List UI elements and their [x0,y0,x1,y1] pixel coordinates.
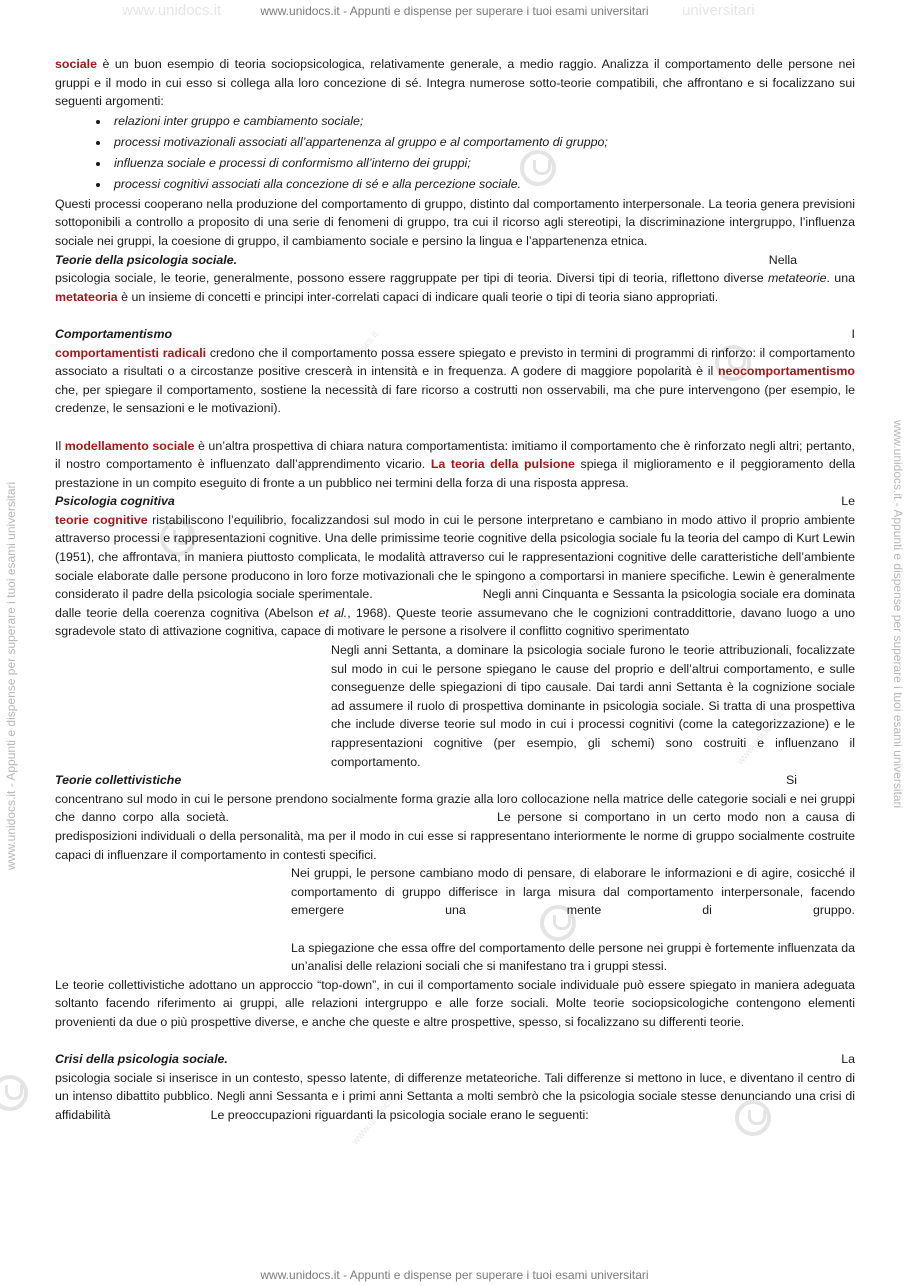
term-highlight: sociale [55,57,98,71]
paragraph-text: è un’altra prospettiva di chiara natura comportamentista: imitiamo il comportamento che è rinforzato negli altri; pertanto, il nostro comportamento è influenzato dall’apprendimento vicario. [55,438,855,472]
paragraph-text: che, per spiegare il comportamento, sostiene la necessità di fare ricorso a costrutti non osservabili, ma che pure intervengono (per esempio, le credenze, le sensazioni e le motivazioni). [55,382,855,416]
paragraph-text: psicologia sociale si inserisce in un contesto, spesso latente, di differenze metateoriche. Tali differenze si mettono in luce, e diventano il centro di un intenso dibattito pubblico. Negli anni Sessanta e i primi anni Settanta a molti sembrò che la psicologia sociale stesse denunciando una crisi di affidabilità [55,1070,855,1122]
paragraph-text: Il [55,438,65,453]
watermark-ghost-left: www.unidocs.it [122,2,222,19]
watermark-ghost-right: universitari [682,2,755,19]
list-item: • processi cognitivi associati alla concezione di sé e alla percezione sociale. [110,174,855,195]
watermark-diagonal: www.unidocs.it [350,1089,401,1148]
paragraph-social-modeling [55,437,855,493]
heading-trailing-word: Le [841,494,855,509]
unidocs-logo-icon [0,1075,28,1111]
paragraph-intro [55,55,855,111]
watermark-side-right: www.unidocs.it - Appunti e dispense per superare i tuoi esami universitari [891,420,905,809]
section-heading: Crisi della psicologia sociale. [55,1052,228,1067]
watermark-diagonal: www.unidocs.it [525,539,576,598]
paragraph-text: psicologia sociale, le teorie, generalmente, possono essere raggruppate per tipi di teoria. Diversi tipi di teoria, riflettono diverse [55,271,768,286]
paragraph-collectivist [55,790,855,864]
paragraph-text: Le preoccupazioni riguardanti la psicologia sociale erano le seguenti: [210,1107,589,1122]
topic-list [55,111,855,195]
paragraph-text: spiega il miglioramento e il peggioramento della prestazione in un compito eseguito di fronte a un pubblico nei termini della forza di una risposta appresa. [55,457,855,490]
section-heading: Comportamentismo [55,326,173,341]
term-highlight: metateoria [55,289,118,304]
paragraph-text: Cinquanta e Sessanta la psicologia sociale era dominata dalle teorie della coerenza cognitiva (Abelson [55,587,855,620]
section-heading: Teorie della psicologia sociale. [55,252,238,267]
list-item: • relazioni inter gruppo e cambiamento sociale; [110,111,855,132]
paragraph-text: spiegazione che essa offre del comportamento delle persone nei gruppi è fortemente influenzata da un’analisi delle relazioni sociali che si manifestano tra i gruppi stessi. [291,940,855,974]
term-highlight: teorie cognitive [55,512,148,527]
paragraph-cognitive [55,511,855,641]
paragraph-text: . una [826,271,855,286]
paragraph-behaviorism [55,344,855,418]
section-heading-line [55,1050,855,1069]
heading-trailing-word: Nella [768,252,797,267]
section-heading: Teorie collettivistiche [55,773,182,788]
paragraph-text: Nei gruppi, le persone cambiano modo di pensare, di elaborare le informazioni e di agire, cosicché il comportamento di gruppo differisce in larga misura dal comportamento interpersonale, facendo emergere una mente di gruppo. [291,866,855,918]
section-heading-line [55,492,855,511]
paragraph-text: è un insieme di concetti e principi inter-correlati capaci di indicare quali teorie o tipi di teoria siano appropriati. [117,289,719,304]
term-highlight: La teoria della pulsione [430,457,575,472]
paragraph-text: Le persone si comportano in un certo modo non a causa di predisposizioni individuali o della personalità, ma per il modo in cui esse si rappresentano interiormente le norme di gruppo socialmente costruite capaci di influenzare il comportamento in contesti specifici. [55,810,856,862]
paragraph-text: , 1968). Queste teorie assumevano che le cognizioni contraddittorie, davano luogo a uno sgradevole stato di attivazione cognitiva, capace di motivare le persone a risolvere il conflitto cognitivo sperimentato [55,605,855,639]
heading-trailing-word: I [851,326,855,341]
term-highlight: neocomportamentismo [717,364,855,379]
document-body [55,55,855,1124]
watermark-footer: www.unidocs.it - Appunti e dispense per superare i tuoi esami universitari [260,1268,649,1282]
heading-trailing-word: Si [785,773,797,788]
paragraph-attribution: Negli anni Settanta, a dominare la psicologia sociale furono le teorie attribuzionali, focalizzate sul modo in cui le persone spiegano le cause del proprio e dell’altrui comportamento, e sulle conseguenze delle spiegazioni di tipo causale. Dai tardi anni Settanta è la cognizione sociale ad assumere il ruolo di prospettiva dominante in psicologia sociale. Si tratta di una prospettiva che include diverse teorie sul modo in cui i processi cognitivi (come la categorizzazione) e le rappresentazioni cognitive (per esempio, gli schemi) sono costruiti e influenzano il comportamento. [331,643,855,769]
term-highlight: modellamento sociale [64,438,195,453]
section-heading-line [55,771,855,790]
paragraph-text: credono che il comportamento possa essere spiegato e previsto in termini di programmi di rinforzo: il comportamento associato a risultati o a circostanze positive crescerà in intensità e in frequenza. A godere di maggiore popolarità è il [55,345,856,379]
paragraph-text: è un buon esempio di teoria sociopsicologica, relativamente generale, a medio raggio. Analizza il comportamento delle persone nei gruppi e il modo in cui esso si collega alla loro concezione di sé. Integra numerose sotto-teorie compatibili, che affrontano e si focalizzano sui seguenti argomenti: [55,57,855,109]
section-heading-line [55,325,855,344]
paragraph-trailing-word: Negli anni [482,587,539,602]
heading-trailing-word: La [841,1052,855,1067]
watermark-header: www.unidocs.it - Appunti e dispense per superare i tuoi esami universitari [260,4,649,18]
watermark-side-left: www.unidocs.it - Appunti e dispense per superare i tuoi esami universitari [4,481,18,870]
list-item: • influenza sociale e processi di conformismo all’interno dei gruppi; [110,153,855,174]
paragraph-processes: Questi processi cooperano nella produzione del comportamento di gruppo, distinto dal comportamento interpersonale. La teoria genera previsioni sottoponibili a controllo a proposito di una serie di fenomeni di gruppo, tra cui il ricorso agli stereotipi, la discriminazione intergruppo, l’influenza sociale nei gruppi, la coesione di gruppo, il cambiamento sociale e persino la lingua e l’appartenenza etnica. [55,196,855,248]
list-item: • processi motivazionali associati all’appartenenza al gruppo e al comportamento di gruppo; [110,132,855,153]
paragraph-group-mind [55,864,855,976]
section-heading: Psicologia cognitiva [55,494,175,509]
paragraph-text: concentrano sul modo in cui le persone prendono socialmente forma grazie alla loro collocazione nella matrice delle categorie sociali e nei gruppi che danno corpo alla società. [55,791,855,825]
paragraph-trailing-word: La [291,940,305,955]
paragraph-metatheory [55,269,855,306]
watermark-diagonal: www.unidocs.it [330,329,381,388]
watermark-diagonal: www.unidocs.it [735,709,786,768]
paragraph-top-down: Le teorie collettivistiche adottano un approccio “top-down”, in cui il comportamento sociale individuale può essere spiegato in maniera adeguata soltanto facendo riferimento ai gruppi, alle relazioni intergruppo e alle forze sociali. Molte teorie sociopsicologiche contengono elementi provenienti da due o più prospettive diverse, e anche che queste e altre prospettive, spesso, si focalizzano su differenti teorie. [55,977,855,1029]
paragraph-text: ristabiliscono l’equilibrio, focalizzandosi sul modo in cui le persone interpretano e cambiano in modo attivo il proprio ambiente attraverso processi e rappresentazioni cognitive. Una delle primissime teorie cognitive della psicologia sociale fu la teoria del campo di Kurt Lewin (1951), che affrontava, in maniera piuttosto complicata, le modalità attraverso cui le rappresentazioni cognitive delle caratteristiche dell’ambiente sociale elaborate dalle persone producono in loro forze motivazionali che le spingono a comportarsi in maniere specifiche. Lewin è generalmente considerato il padre della psicologia sociale sperimentale. [55,512,856,602]
term-highlight: comportamentisti radicali [55,345,207,360]
paragraph-crisis [55,1069,855,1125]
italic-term: et al. [318,605,348,620]
italic-term: metateorie [767,271,827,286]
section-heading-line [55,251,855,270]
